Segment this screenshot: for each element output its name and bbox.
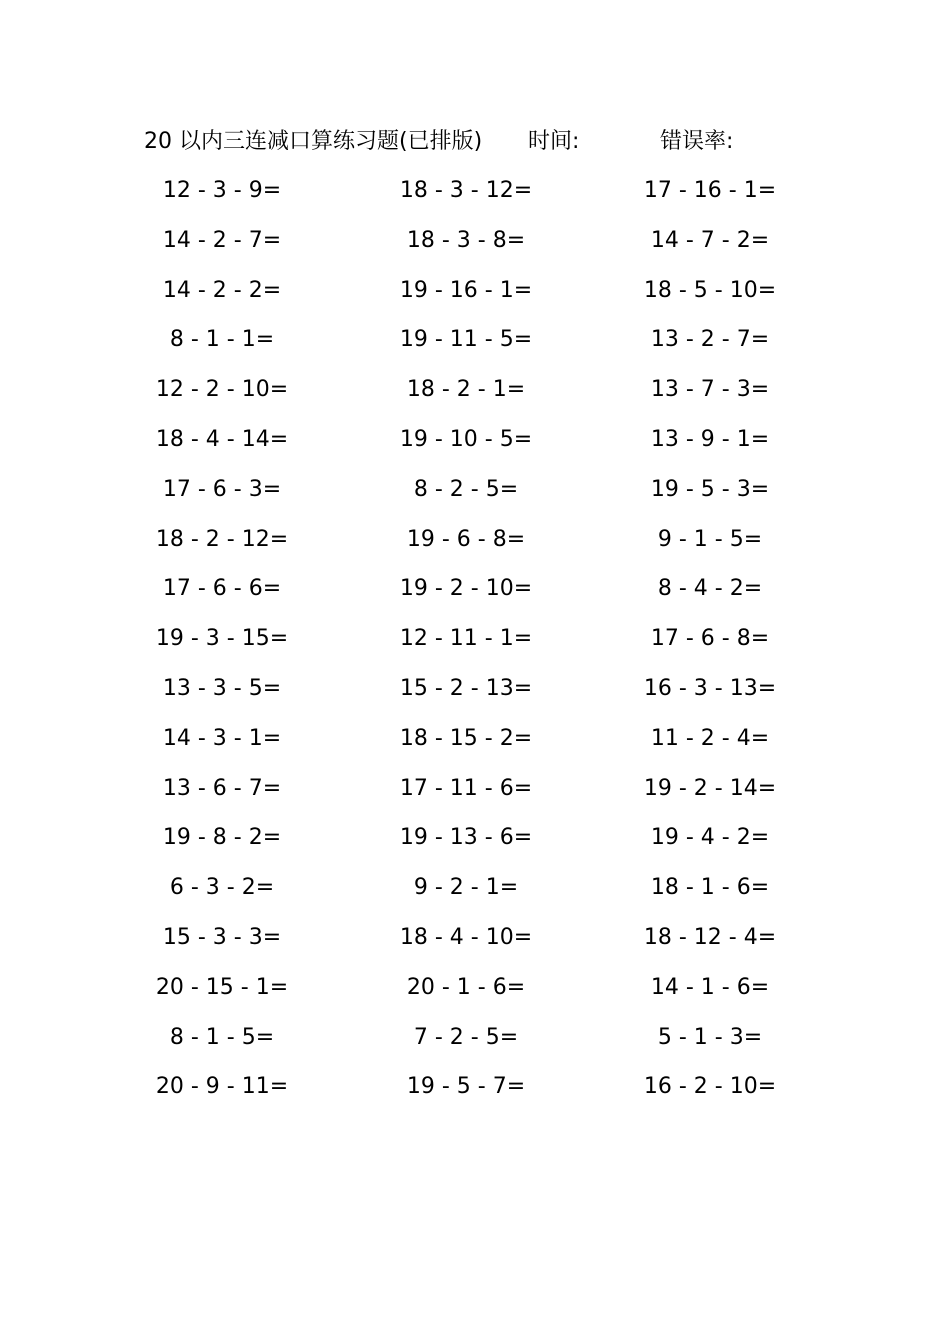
problem-item: 13 - 7 - 3= xyxy=(650,377,770,403)
problem-item: 18 - 1 - 6= xyxy=(650,875,770,901)
time-label: 时间: xyxy=(528,129,580,154)
problem-item: 14 - 1 - 6= xyxy=(650,974,770,1000)
problem-item: 6 - 3 - 2= xyxy=(169,875,275,901)
problem-item: 19 - 16 - 1= xyxy=(399,277,533,303)
problem-item: 20 - 15 - 1= xyxy=(155,974,289,1000)
problem-item: 9 - 2 - 1= xyxy=(413,875,519,901)
problem-item: 13 - 9 - 1= xyxy=(650,426,770,452)
problem-row xyxy=(100,863,880,913)
problem-item: 17 - 6 - 6= xyxy=(162,576,282,602)
problem-item: 19 - 8 - 2= xyxy=(162,825,282,851)
problem-row xyxy=(100,664,880,714)
problem-item: 16 - 3 - 13= xyxy=(643,675,777,701)
worksheet-title: 20 以内三连减口算练习题(已排版) xyxy=(144,129,483,154)
problem-item: 17 - 6 - 8= xyxy=(650,626,770,652)
problem-row xyxy=(100,1013,880,1063)
problem-item: 5 - 1 - 3= xyxy=(657,1024,763,1050)
problem-item: 9 - 1 - 5= xyxy=(657,526,763,552)
problem-item: 15 - 2 - 13= xyxy=(399,675,533,701)
problem-item: 19 - 6 - 8= xyxy=(406,526,526,552)
problem-item: 17 - 11 - 6= xyxy=(399,775,533,801)
problem-item: 19 - 2 - 10= xyxy=(399,576,533,602)
problem-item: 18 - 3 - 12= xyxy=(399,178,533,203)
problem-item: 7 - 2 - 5= xyxy=(413,1024,519,1050)
problem-item: 19 - 5 - 7= xyxy=(406,1074,526,1100)
problem-item: 13 - 6 - 7= xyxy=(162,775,282,801)
problem-row xyxy=(100,963,880,1013)
problem-row xyxy=(100,515,880,565)
problem-item: 19 - 10 - 5= xyxy=(399,426,533,452)
problem-row xyxy=(100,266,880,316)
problem-item: 18 - 12 - 4= xyxy=(643,924,777,950)
problem-item: 19 - 4 - 2= xyxy=(650,825,770,851)
problem-item: 8 - 4 - 2= xyxy=(657,576,763,602)
problem-row xyxy=(100,714,880,764)
problem-item: 18 - 4 - 10= xyxy=(399,924,533,950)
problem-item: 18 - 3 - 8= xyxy=(406,227,526,253)
problem-item: 8 - 1 - 1= xyxy=(169,327,275,353)
problem-item: 13 - 2 - 7= xyxy=(650,327,770,353)
problem-item: 17 - 16 - 1= xyxy=(643,178,777,203)
problem-item: 13 - 3 - 5= xyxy=(162,675,282,701)
problem-item: 19 - 5 - 3= xyxy=(650,476,770,502)
problem-row xyxy=(100,415,880,465)
problem-item: 12 - 2 - 10= xyxy=(155,377,289,403)
problem-item: 14 - 7 - 2= xyxy=(650,227,770,253)
problem-row xyxy=(100,465,880,515)
problem-item: 18 - 5 - 10= xyxy=(643,277,777,303)
problem-item: 19 - 11 - 5= xyxy=(399,327,533,353)
problem-item: 18 - 2 - 12= xyxy=(155,526,289,552)
problem-item: 19 - 3 - 15= xyxy=(155,626,289,652)
problem-item: 12 - 3 - 9= xyxy=(162,178,282,203)
problem-item: 12 - 11 - 1= xyxy=(399,626,533,652)
problem-item: 17 - 6 - 3= xyxy=(162,476,282,502)
problem-item: 20 - 9 - 11= xyxy=(155,1074,289,1100)
problem-item: 19 - 2 - 14= xyxy=(643,775,777,801)
problem-row xyxy=(100,813,880,863)
problem-row xyxy=(100,913,880,963)
problem-row xyxy=(100,1062,880,1112)
problem-item: 11 - 2 - 4= xyxy=(650,725,770,751)
error-rate-label: 错误率: xyxy=(660,129,734,154)
problem-item: 14 - 3 - 1= xyxy=(162,725,282,751)
problem-item: 14 - 2 - 2= xyxy=(162,277,282,303)
problem-grid xyxy=(100,166,880,1112)
problem-row xyxy=(100,365,880,415)
problem-row xyxy=(100,166,880,216)
problem-row xyxy=(100,216,880,266)
problem-row xyxy=(100,315,880,365)
problem-item: 20 - 1 - 6= xyxy=(406,974,526,1000)
problem-row xyxy=(100,614,880,664)
problem-item: 16 - 2 - 10= xyxy=(643,1074,777,1100)
problem-item: 18 - 4 - 14= xyxy=(155,426,289,452)
problem-item: 8 - 1 - 5= xyxy=(169,1024,275,1050)
problem-item: 19 - 13 - 6= xyxy=(399,825,533,851)
problem-item: 14 - 2 - 7= xyxy=(162,227,282,253)
problem-item: 18 - 2 - 1= xyxy=(406,377,526,403)
worksheet-header xyxy=(144,124,844,160)
problem-row xyxy=(100,764,880,814)
problem-item: 18 - 15 - 2= xyxy=(399,725,533,751)
problem-row xyxy=(100,564,880,614)
problem-item: 8 - 2 - 5= xyxy=(413,476,519,502)
problem-item: 15 - 3 - 3= xyxy=(162,924,282,950)
